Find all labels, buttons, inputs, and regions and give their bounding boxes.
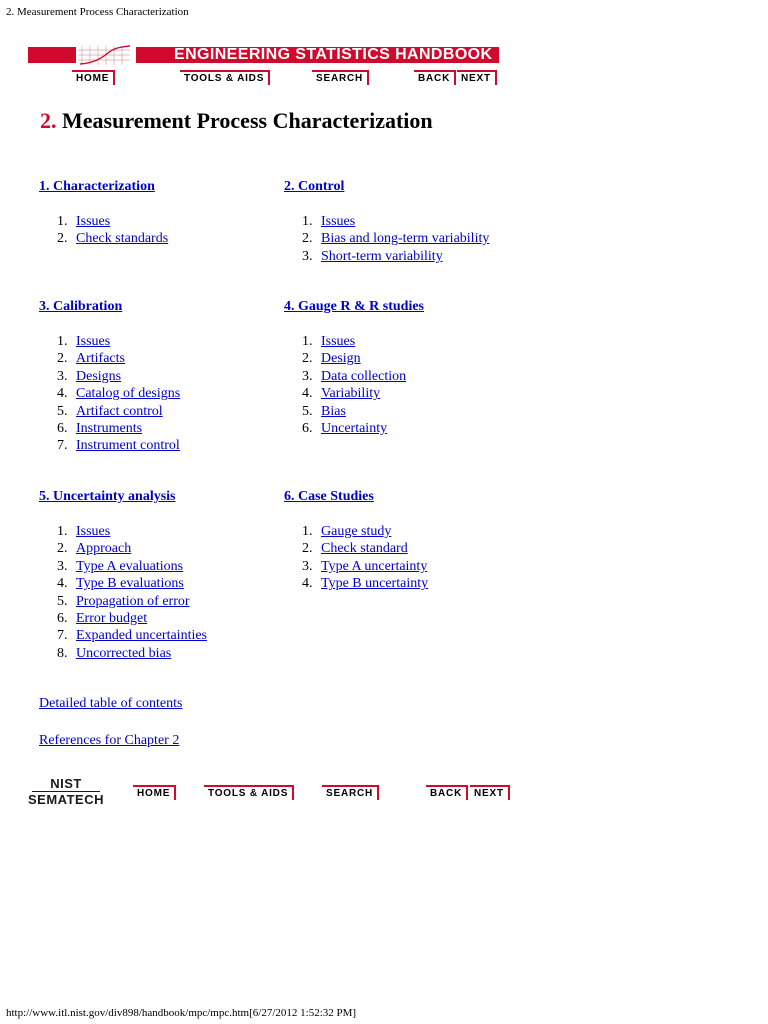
page-title-number: 2.: [40, 108, 57, 133]
list-link[interactable]: Uncorrected bias: [76, 645, 172, 661]
list-link[interactable]: Issues: [76, 334, 111, 349]
list-link[interactable]: Check standard: [321, 541, 408, 557]
handbook-graph-icon: [76, 44, 136, 66]
section-heading-gauge-rr[interactable]: 4. Gauge R & R studies: [284, 299, 425, 314]
list-item: 1. Gauge study: [302, 524, 392, 539]
list-link[interactable]: Type A evaluations: [76, 558, 184, 574]
list-item: 2. Approach: [57, 541, 132, 557]
section-heading-case-studies[interactable]: 6. Case Studies: [284, 489, 374, 504]
list-item: 1. Issues: [57, 524, 111, 539]
section-list: [39, 213, 279, 248]
list-link[interactable]: Type B uncertainty: [321, 576, 429, 592]
list-link[interactable]: Bias and long-term variability: [321, 231, 490, 247]
list-item: 7. Instrument control: [57, 438, 180, 454]
list-item: 6. Instruments: [57, 421, 143, 437]
detailed-toc-link[interactable]: Detailed table of contents: [39, 696, 183, 711]
list-link[interactable]: Bias: [321, 403, 346, 419]
top-home-button[interactable]: HOME: [72, 70, 115, 85]
bottom-search-button[interactable]: SEARCH: [322, 785, 379, 800]
list-link[interactable]: Designs: [76, 368, 122, 384]
list-link[interactable]: Expanded uncertainties: [76, 628, 208, 644]
section-list: [284, 523, 524, 593]
list-item: 8. Uncorrected bias: [57, 645, 172, 661]
list-link[interactable]: Gauge study: [321, 524, 392, 539]
list-link[interactable]: Check standards: [76, 231, 169, 247]
list-item: 1. Issues: [302, 214, 356, 229]
section-list: [39, 333, 279, 455]
list-link[interactable]: Catalog of designs: [76, 386, 181, 402]
top-search-button[interactable]: SEARCH: [312, 70, 369, 85]
list-item: 2. Design: [302, 351, 361, 367]
list-item: 3. Data collection: [302, 368, 407, 384]
list-item: 3. Short-term variability: [302, 248, 443, 264]
bottom-next-button[interactable]: NEXT: [470, 785, 510, 800]
section-gauge-rr: [284, 298, 524, 437]
list-item: 2. Check standards: [57, 231, 169, 247]
list-item: 3. Designs: [57, 368, 122, 384]
section-list: [284, 333, 524, 437]
top-next-button[interactable]: NEXT: [457, 70, 497, 85]
section-heading-characterization[interactable]: 1. Characterization: [39, 179, 155, 194]
section-calibration: [39, 298, 279, 455]
bottom-back-button[interactable]: BACK: [426, 785, 468, 800]
top-tools-aids-button[interactable]: TOOLS & AIDS: [180, 70, 270, 85]
list-item: 4. Catalog of designs: [57, 386, 181, 402]
page-title-text: Measurement Process Characterization: [62, 108, 433, 133]
list-link[interactable]: Approach: [76, 541, 132, 557]
list-item: 1. Issues: [57, 334, 111, 349]
list-link[interactable]: Propagation of error: [76, 593, 190, 609]
section-heading-control[interactable]: 2. Control: [284, 179, 345, 194]
list-link[interactable]: Data collection: [321, 368, 407, 384]
list-item: 3. Type A uncertainty: [302, 558, 428, 574]
list-item: 3. Type A evaluations: [57, 558, 184, 574]
section-heading-calibration[interactable]: 3. Calibration: [39, 299, 123, 314]
section-case-studies: [284, 488, 524, 593]
list-link[interactable]: Type A uncertainty: [321, 558, 428, 574]
list-link[interactable]: Short-term variability: [321, 248, 443, 264]
section-list: [39, 523, 279, 662]
nist-sematech-logo[interactable]: [26, 776, 106, 807]
page-title: [40, 108, 433, 134]
list-link[interactable]: Uncertainty: [321, 421, 388, 437]
banner-red-bar-left: [28, 47, 76, 63]
handbook-banner: [28, 44, 499, 66]
list-item: 7. Expanded uncertainties: [57, 628, 208, 644]
list-item: 4. Variability: [302, 386, 381, 402]
section-list: [284, 213, 524, 265]
section-characterization: [39, 178, 279, 248]
list-item: 2. Bias and long-term variability: [302, 231, 490, 247]
nist-logo-text: NIST: [50, 776, 82, 791]
list-link[interactable]: Design: [321, 351, 361, 367]
print-footer-url: http://www.itl.nist.gov/div898/handbook/mpc/mpc.htm[6/27/2012 1:52:32 PM]: [6, 1007, 357, 1019]
list-item: 6. Uncertainty: [302, 421, 388, 437]
list-item: 5. Artifact control: [57, 403, 163, 419]
list-link[interactable]: Issues: [321, 214, 356, 229]
banner-title: ENGINEERING STATISTICS HANDBOOK: [174, 46, 493, 63]
list-link[interactable]: Artifacts: [76, 351, 125, 367]
list-link[interactable]: Issues: [76, 524, 111, 539]
section-heading-uncertainty-analysis[interactable]: 5. Uncertainty analysis: [39, 489, 176, 504]
list-link[interactable]: Variability: [321, 386, 381, 402]
list-link[interactable]: Instruments: [76, 421, 143, 437]
list-item: 4. Type B uncertainty: [302, 576, 429, 592]
list-link[interactable]: Issues: [76, 214, 111, 229]
section-control: [284, 178, 524, 265]
sematech-logo-text: SEMATECH: [28, 792, 104, 807]
list-item: 5. Propagation of error: [57, 593, 190, 609]
list-item: 5. Bias: [302, 403, 346, 419]
list-item: 6. Error budget: [57, 611, 148, 627]
list-link[interactable]: Instrument control: [76, 438, 180, 454]
list-item: 2. Artifacts: [57, 351, 125, 367]
list-item: 2. Check standard: [302, 541, 408, 557]
list-item: 4. Type B evaluations: [57, 576, 184, 592]
list-link[interactable]: Issues: [321, 334, 356, 349]
list-link[interactable]: Type B evaluations: [76, 576, 184, 592]
references-link[interactable]: References for Chapter 2: [39, 733, 180, 748]
section-uncertainty-analysis: [39, 488, 279, 662]
top-back-button[interactable]: BACK: [414, 70, 456, 85]
list-item: 1. Issues: [57, 214, 111, 229]
bottom-tools-aids-button[interactable]: TOOLS & AIDS: [204, 785, 294, 800]
list-item: 1. Issues: [302, 334, 356, 349]
list-link[interactable]: Error budget: [76, 611, 148, 627]
print-header: 2. Measurement Process Characterization: [6, 6, 189, 18]
list-link[interactable]: Artifact control: [76, 403, 163, 419]
bottom-home-button[interactable]: HOME: [133, 785, 176, 800]
